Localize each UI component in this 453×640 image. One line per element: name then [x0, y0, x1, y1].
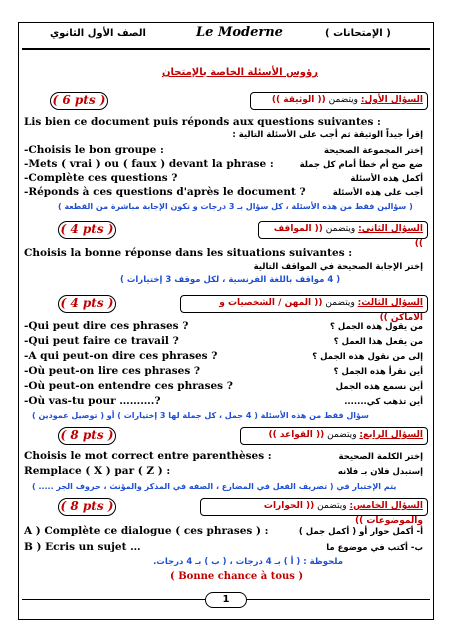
- closing-message: ( Bonne chance à tous ): [170, 571, 304, 582]
- section-1-note: ( سؤالين فقط من هذه الأسئلة ، كل سؤال بـ 3 درجات و تكون الإجابة مباشرة من القطعة ): [58, 202, 413, 211]
- section-3-fr-4: -Où peut-on entendre ces phrases ?: [24, 380, 233, 392]
- header-exam: ( الإمتحانات ): [325, 28, 391, 39]
- section-4-title: السؤال الرابع:: [359, 430, 423, 440]
- section-3-ar-5: أين تذهب كي.......: [344, 397, 423, 407]
- section-4-ar-1: إستبدل فلان بـ فلانه: [337, 467, 423, 477]
- section-4-topic: (( القواعد )): [268, 430, 325, 440]
- section-3-fr-5: -Où vas-tu pour ……….?: [24, 395, 161, 407]
- footer-line-left: [22, 599, 205, 600]
- section-1-title: السؤال الأول:: [360, 95, 423, 105]
- section-4-header: [240, 427, 428, 445]
- header-divider: [22, 48, 430, 50]
- section-1-ar-3: أكمل هذه الأسئلة: [350, 174, 423, 184]
- section-1-ar-4: أجب على هذه الأسئلة: [332, 188, 423, 198]
- section-5-points: ( 8 pts ): [58, 498, 116, 516]
- section-4-note: يتم الإختبار في ( تصريف الفعل في المضارع ، الصفه في المذكر والمؤنث ، حروف الجر ..... ): [32, 482, 397, 491]
- section-3-ar-4: أين نسمع هذه الجمل: [335, 382, 423, 392]
- section-2-header: [258, 221, 428, 249]
- section-3-points: ( 4 pts ): [58, 295, 116, 313]
- section-5-note: ملحوظة : ( أ ) بـ 4 درجات ، ( ب ) بـ 4 درجات.: [153, 557, 343, 567]
- section-3-title: السؤال الثالث:: [357, 298, 423, 308]
- section-3-contains: ويتضمن: [325, 298, 355, 308]
- footer-line-right: [247, 599, 430, 600]
- section-2-contains: ويتضمن: [325, 224, 356, 234]
- section-1-header: [250, 92, 428, 110]
- header-level: الصف الأول الثانوي: [50, 28, 146, 39]
- section-2-fr-0: Choisis la bonne réponse dans les situations suivantes :: [24, 247, 353, 259]
- main-title: رؤوس الأسئلة الخاصة بالإمتحان: [162, 67, 318, 78]
- section-5-header: [200, 498, 428, 526]
- section-4-contains: ويتضمن: [327, 430, 357, 440]
- section-1-fr-1: -Choisis le bon groupe :: [24, 144, 164, 156]
- section-3-fr-3: -Où peut-on lire ces phrases ?: [24, 365, 201, 377]
- section-1-points: ( 6 pts ): [50, 92, 108, 110]
- section-3-ar-0: من يقول هذه الجمل ؟: [329, 322, 423, 332]
- section-4-fr-0: Choisis le mot correct entre parenthèses :: [24, 450, 272, 462]
- section-3-topic: (( المهن / الشخصيات و الاماكن )): [219, 298, 423, 323]
- section-1-topic: (( الوثيقة )): [271, 95, 326, 105]
- section-5-fr-0: A ) Complète ce dialogue ( ces phrases ) :: [24, 525, 269, 537]
- section-1-fr-4: -Réponds à ces questions d'après le document ?: [24, 186, 306, 198]
- section-4-fr-1: Remplace ( X ) par ( Z ) :: [24, 465, 171, 477]
- section-3-fr-2: -A qui peut-on dire ces phrases ?: [24, 350, 218, 362]
- section-1-ar-1: إختر المجموعة الصحيحة: [324, 146, 423, 156]
- section-5-fr-1: B ) Ecris un sujet …: [24, 541, 141, 553]
- section-2-note: ( 4 مواقف باللغة الفرنسية ، لكل موقف 3 إختيارات ): [120, 275, 341, 285]
- section-3-ar-1: من يفعل هذا العمل ؟: [333, 337, 423, 347]
- section-2-points: ( 4 pts ): [58, 221, 116, 239]
- section-3-fr-1: -Qui peut faire ce travail ?: [24, 335, 179, 347]
- section-1-fr-2: -Mets ( vrai ) ou ( faux ) devant la phrase :: [24, 158, 274, 170]
- section-3-ar-3: أين نقرأ هذه الجمل ؟: [333, 367, 423, 377]
- section-3-ar-2: إلى من نقول هذه الجمل ؟: [312, 352, 423, 362]
- section-3-header: [180, 295, 428, 323]
- section-2-ar-0: إختر الإجابة الصحيحة في المواقف التالية: [253, 262, 423, 272]
- section-3-fr-0: -Qui peut dire ces phrases ?: [24, 320, 189, 332]
- section-5-ar-1: ب- أكتب في موضوع ما: [326, 543, 423, 553]
- section-2-title: السؤال الثاني:: [358, 224, 423, 234]
- section-2-topic: (( المواقف )): [273, 224, 423, 249]
- section-1-ar-0: إقرأ جيداً الوثيقة ثم أجب على الأسئلة التالية :: [232, 130, 423, 140]
- section-5-ar-0: أ- أكمل حوار أو ( أكمل جمل ): [298, 527, 423, 537]
- section-4-points: ( 8 pts ): [58, 427, 116, 445]
- section-5-title: السؤال الخامس:: [349, 501, 423, 511]
- section-4-ar-0: إختر الكلمة الصحيحة: [338, 452, 423, 462]
- section-5-contains: ويتضمن: [317, 501, 347, 511]
- section-1-contains: ويتضمن: [328, 95, 359, 105]
- header-logo: Le Moderne: [196, 25, 283, 40]
- section-1-fr-0: Lis bien ce document puis réponds aux questions suivantes :: [24, 116, 381, 128]
- section-1-fr-3: -Complète ces questions ?: [24, 172, 178, 184]
- section-3-note: سؤال فقط من هذه الأسئلة ( 4 جمل ، كل جملة لها 3 إختيارات ) أو ( توصيل عمودين ): [32, 411, 369, 420]
- page-number: 1: [205, 592, 247, 608]
- section-1-ar-2: ضع صح أم خطأ أمام كل جملة: [299, 160, 423, 170]
- section-5-topic: (( الحوارات والموضوعات )): [263, 501, 423, 526]
